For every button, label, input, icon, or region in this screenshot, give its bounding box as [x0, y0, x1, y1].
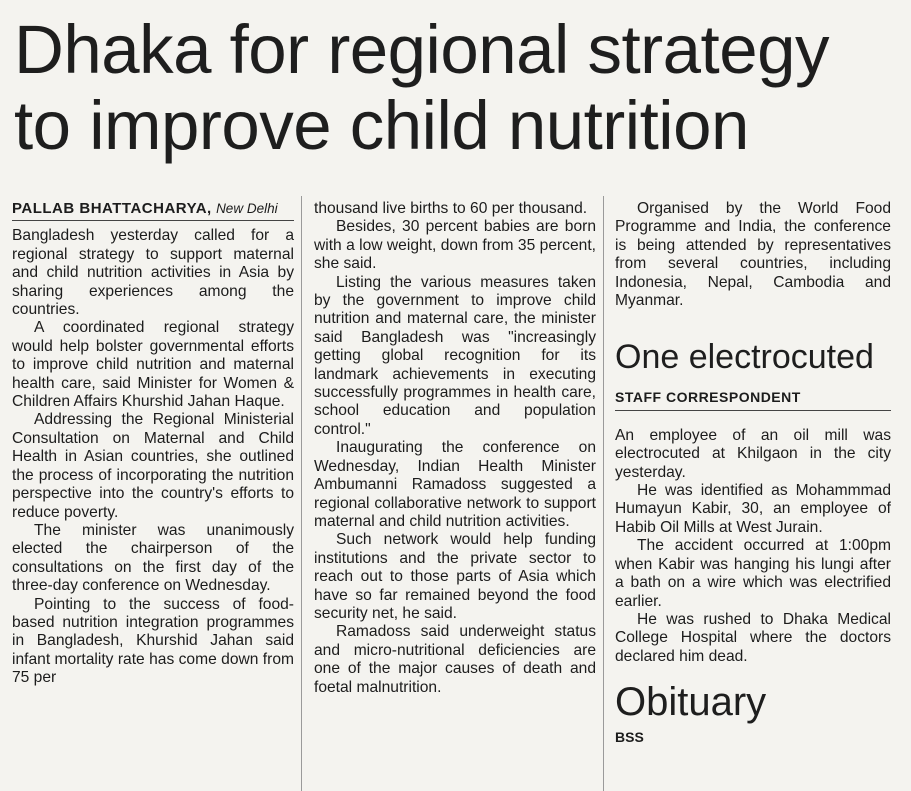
- article-column-3: [615, 200, 891, 747]
- story-byline: STAFF CORRESPONDENT: [615, 388, 891, 410]
- article-column-2: [314, 200, 596, 697]
- paragraph: Listing the various measures taken by the government to improve child nutrition and maternal care, the minister said Bangladesh was "increasingly getting global recognition for its landmark achievements in executing successfully programmes in health care, school education and population control.": [314, 273, 596, 438]
- byline: [12, 200, 294, 221]
- paragraph: Pointing to the success of food-based nutrition integration programmes in Bangladesh, Khurshid Jahan said infant mortality rate has come down from 75 per: [12, 595, 294, 687]
- paragraph: thousand live births to 60 per thousand.: [314, 200, 588, 217]
- byline-name: PALLAB BHATTACHARYA,: [12, 200, 212, 217]
- paragraph: The accident occurred at 1:00pm when Kabir was hanging his lungi after a bath on a wire which was electrified earlier.: [615, 537, 891, 610]
- paragraph: Bangladesh yesterday called for a regional strategy to support maternal and child nutrition activities in Asia by sharing experiences among the countries.: [12, 227, 294, 319]
- paragraph: He was rushed to Dhaka Medical College Hospital where the doctors declared him dead.: [615, 610, 891, 665]
- paragraph: Ramadoss said underweight status and micro-nutritional deficiencies are one of the major causes of death and foetal malnutrition.: [314, 623, 596, 696]
- paragraph: Addressing the Regional Ministerial Consultation on Maternal and Child Health in Asian countries, she outlined the process of incorporating the nutrition perspective into the country's efforts to reduce poverty.: [12, 411, 294, 521]
- paragraph: Organised by the World Food Programme and India, the conference is being attended by representatives from several countries, including Indonesia, Nepal, Cambodia and Myanmar.: [615, 200, 891, 310]
- paragraph: He was identified as Mohammmad Humayun Kabir, 30, an employee of Habib Oil Mills at West Jurain.: [615, 482, 891, 536]
- article-column-1: [12, 200, 294, 688]
- paragraph: An employee of an oil mill was electrocuted at Khilgaon in the city yesterday.: [615, 426, 891, 481]
- paragraph: Inaugurating the conference on Wednesday, Indian Health Minister Ambumanni Ramadoss suggested a regional collaborative network to support maternal and child nutrition activities.: [314, 439, 596, 530]
- column-rule: [301, 196, 302, 791]
- byline-location: New Delhi: [216, 201, 278, 216]
- paragraph: Besides, 30 percent babies are born with a low weight, down from 35 percent, she said.: [314, 218, 596, 273]
- story-byline: BSS: [615, 729, 644, 746]
- story-headline-obituary: Obituary: [615, 680, 767, 725]
- headline: Dhaka for regional strategy to improve child nutrition: [14, 11, 829, 164]
- story-headline-electrocuted: One electrocuted: [615, 338, 874, 377]
- paragraph: Such network would help funding institutions and the private sector to reach out to those parts of Asia which have so far remained beyond the food security net, he said.: [314, 531, 596, 622]
- column-rule: [603, 196, 604, 791]
- paragraph: The minister was unanimously elected the chairperson of the consultations on the first day of the three-day conference on Wednesday.: [12, 521, 294, 595]
- paragraph: A coordinated regional strategy would help bolster governmental efforts to improve child nutrition and maternal health care, said Minister for Women & Children Affairs Khurshid Jahan Haque.: [12, 319, 294, 411]
